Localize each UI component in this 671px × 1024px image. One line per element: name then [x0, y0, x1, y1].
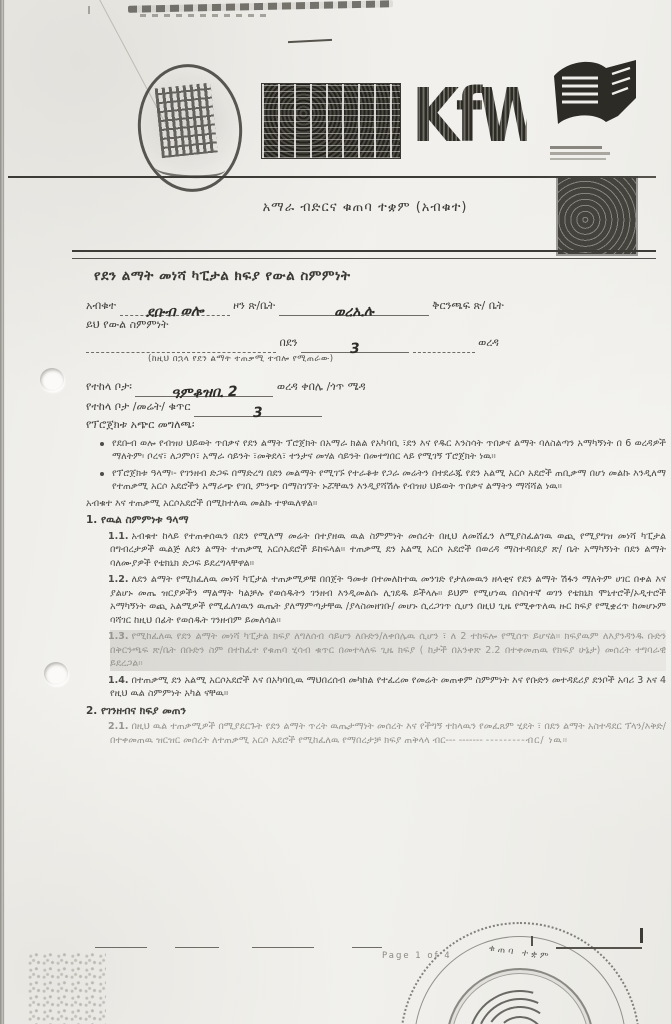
- institution-name: አማራ ብድርና ቁጠባ ተቋም (አብቁተ): [262, 200, 468, 215]
- footer-dash: [95, 947, 147, 948]
- section-1-heading: 1. የዉል ስምምነቱ ዓላማ: [86, 514, 189, 526]
- book-logo-caption-line2: [550, 152, 610, 155]
- paragraph-text: አብቁተ ከላይ የተጠቀሰዉን በደን የሚለማ መሬት በተያዘዉ ዉል ስምምነት መሰረት በዚህ ለመሸፈን ለሚያስፈልገዉ ወጪ የሚያግዝ መነሻ ካፒታል በግብረታዎች ዉልጅ ለደን ልማት ተጠቃሚ አርሶአደሮች ይከፍላል። ተጠቃሚ ደን አልሚ አርሶ አደሮች በወረዳ ማስተዳበደያ ጽ/ ቤት አማካኝነት በደን ልማት ባለሙያዎች የቴክኒክ ድጋፍ ይደረግላቸዋል።: [110, 530, 666, 569]
- agreement-statement: አብቁተ እና ተጠቃሚ አርሶአደሮች በሚከተለዉ መልኩ ተዋዉለዋል።: [86, 497, 318, 509]
- scan-left-edge-line: [3, 0, 4, 1024]
- amount-dashes: ---------ብር/ ነዉ።: [485, 734, 569, 746]
- handwritten-site: ዓምቆዝቢ 2: [170, 383, 238, 402]
- bullet-icon: [100, 472, 104, 476]
- project-bullets: [86, 437, 666, 494]
- footer-dash: [175, 947, 219, 948]
- scan-smudge-2: [140, 14, 270, 17]
- form-line-office: [86, 296, 666, 321]
- site-field: [135, 383, 273, 402]
- blank-field: [86, 340, 276, 353]
- stamp-arc-text: ቁጠባ ተቋም: [488, 943, 552, 963]
- parenthetical-note: (ከዚህ በኋላ የደን ልማት ተጠቃሚ ተብሎ የሚጠራው): [148, 354, 334, 364]
- handwritten-site-number: 3: [252, 404, 264, 421]
- label-beden: በደን: [279, 336, 298, 349]
- handwritten-zone: ደቡብ ወሎ: [145, 303, 204, 321]
- book-logo: [548, 58, 644, 158]
- scan-smudge: [128, 0, 393, 13]
- project-description-label: የፕሮጀክቱ አጭር መግለጫ፡: [86, 417, 195, 431]
- dark-block-logo: [262, 84, 400, 158]
- label-zone-office: ዞን ጽ/ቤት: [233, 299, 276, 312]
- punch-hole-top: [40, 368, 64, 391]
- footer-dash: [252, 947, 314, 948]
- bullet-icon: [100, 442, 104, 446]
- paragraph-1-1: [110, 530, 666, 571]
- paragraph-text: የሚከፈለዉ የደን ልማት መነሻ ካፒታል ክፍያ ለግለሰብ ሳይሆን ለቡድን/ለቀበሌዉ ሲሆን ፣ ለ 2 ተከፍሎ የሚሰጥ ይሆናል። ክፍያዉም ለእያንዳንዱ ቡድን በቅርንጫፍ ጽ/ቤት በቡድን ስም በተከፈተ የቁጠባ ሂሳብ ቁጥር በመተላለፍ ጊዜ ክፍያ ( ከታች በአንቀጽ 2.2 በተቀመጠዉ የክፍያ ሁኔታ) መሰረት ተግባራዊ ይደረጋል።: [110, 631, 666, 669]
- document-title: የደን ልማት መነሻ ካፒታል ክፍያ የውል ስምምነት: [94, 268, 351, 284]
- woreda-number-field: [301, 340, 409, 358]
- book-logo-caption-line: [550, 146, 602, 149]
- document-body: [86, 296, 666, 750]
- paragraph-number: 1.2.: [108, 574, 129, 585]
- paragraph-2-1: [110, 720, 666, 747]
- paragraph-number: 2.1.: [108, 721, 129, 732]
- handwritten-branch: ወረኢሉ: [333, 303, 374, 321]
- label-branch-office: ቅርንጫፍ ጽ/ ቤት: [432, 299, 504, 312]
- paragraph-1-4: [110, 674, 666, 701]
- double-rule: [72, 250, 656, 259]
- form-line-site: [86, 377, 666, 402]
- branch-office-field: [279, 303, 429, 321]
- section-2-heading: 2. የገንዘብና ክፍያ መጠን: [86, 704, 186, 717]
- pen-dash-mark: [288, 39, 332, 43]
- punch-hole-bottom: [44, 662, 68, 685]
- paragraph-1-2: [110, 573, 666, 627]
- paragraph-text: ለደን ልማት የሚከፈለዉ መነሻ ካፒታል ተጠቃሚዎቹ በበጀት ዓመቱ በተመለከተዉ መንገድ የታለመዉን ዘላቂና የደን ልማት ሽፋን ማለትም ሀገር በቀል እና ያልሆኑ መጤ ዝርያዎችን ማልማት ካልቻሉ የወሰዱትን ገንዘብ እንዲመልሱ ሊገደዱ ይችላሉ። ይህም የሚሆነዉ በሶስተኛ ወገን የቴክኒክ ሞኒተሮች/ኦዲተሮች አማካኝነት ወጪ አልሚዎች የሚፈለገዉን ዉጤት ያለማምጣታቸዉ /ያላስመዘገቡ/ መሆኑ ሲረጋገጥ ሲሆን በዚህ ጊዜ የሚቀጥለዉ ዙር ክፍያ የሚቋረጥ ከመሆኑም ባሻገር ከዚህ በፊት የወሰዱት ገንዘብም ይመለሳል።: [110, 574, 666, 626]
- bullet-text: የደቡብ ወሎ የብዝሀ ህይወት ጥበቃና የደን ልማት ፕሮጀክት በአማራ ክልል የአካባቢ ፣ደን እና የዱር እንስሳት ጥበቃና ልማት ባለስልጣን አማካኝነት በ 6 ወረዳዎች ማለትም፡ ቦረና፣ ለጋምቦ፣ አማራ ሳይንት ፣መቅደላ፣ ተንታና መሃል ሳይንት በመተግበር ላይ የሚገኝ ፕሮጀክት ነዉ።: [112, 437, 666, 462]
- zone-office-field: [120, 303, 230, 321]
- paragraph-number: 1.4.: [108, 674, 129, 686]
- ink-tick-2: [640, 928, 643, 943]
- form-line-woreda: [86, 333, 666, 358]
- paragraph-number: 1.3.: [108, 631, 129, 642]
- page-number-label: Page 1 of 4: [382, 951, 452, 961]
- ink-tick-3: [88, 6, 90, 14]
- label-woreda: ወረዳ: [478, 336, 499, 349]
- paragraph-text: በዚህ ዉል ተጠቃሚዎች በሚያደርጉት የደን ልማት ጥረት ዉጤታማነት መሰረት እና የችግኝ ተከላዉን የመፈጸም ሂደት ፣ በደን ልማት አስተዳደር ፕላን/እቅድ/ በተቀመጠዉ ዝርዝር መሰረት ለተጠቃሚ አርሶ አደሮች የሚከፈለዉ የማበረታቻ ክፍያ ጠቅላላ ብር--- -------: [110, 721, 666, 746]
- label-planting-site: የተከላ ቦታ፡: [86, 379, 132, 393]
- blank-field-2: [413, 340, 475, 353]
- kfw-logo: KfW: [412, 70, 527, 162]
- footer-dash: [352, 947, 382, 948]
- bullet-project-overview: [100, 437, 666, 464]
- form-line-intro: ይህ የውል ስምምነት: [86, 318, 169, 331]
- bullet-text: የፕሮጀክቱ ዓላማ፡- የገንዘብ ድጋፍ በማድረግ በደን መልማት የሚገኙ የተራቆቱ የጋራ መሬትን በተደራጁ የደን አልሚ አርሶ አደሮች ጠቢቃማ በሆነ መልኩ እንዲለማ የተጠቃሚ አርሶ አደሮችን አማራጭ የገቢ ምንጭ በማስገኘት ኑሯቸዉን እንዲያሻሽሉ የብዝሀ ህይወት ጥበቃና ልማትን ማሻሻል ነዉ።: [112, 467, 666, 492]
- site-number-field: [194, 404, 322, 421]
- acsi-round-stamp: [400, 922, 640, 1024]
- handwritten-woreda-number: 3: [349, 340, 361, 358]
- paragraph-1-3: [110, 630, 666, 671]
- scan-speckle: [28, 952, 106, 1024]
- bullet-project-objective: [100, 467, 666, 494]
- paragraph-number: 1.1.: [108, 530, 129, 542]
- book-logo-caption-line3: [550, 158, 606, 160]
- label-site-suffix: ወረዳ ቀበሌ /ጎጥ ሜዳ: [276, 379, 366, 393]
- acsi-swirl-stamp: [558, 178, 636, 254]
- label-abkute: አብቁተ: [86, 299, 117, 312]
- paragraph-text: በተጠቃሚ ደን አልሚ አርሶአደሮች እና በአካባቢዉ ማህበረሰብ መካከል የተፈረመ የመሬት መጠቀም ስምምነት እና የቡድን መተዳደሪያ ደንቦች አባሪ 3 እና 4 የዚህ ዉል ስምምነት አካል ናቸዉ።: [110, 674, 666, 699]
- oval-emblem-texture: [155, 83, 218, 158]
- label-site-number: የተከላ ቦታ /መሬት/ ቁጥር: [86, 399, 191, 413]
